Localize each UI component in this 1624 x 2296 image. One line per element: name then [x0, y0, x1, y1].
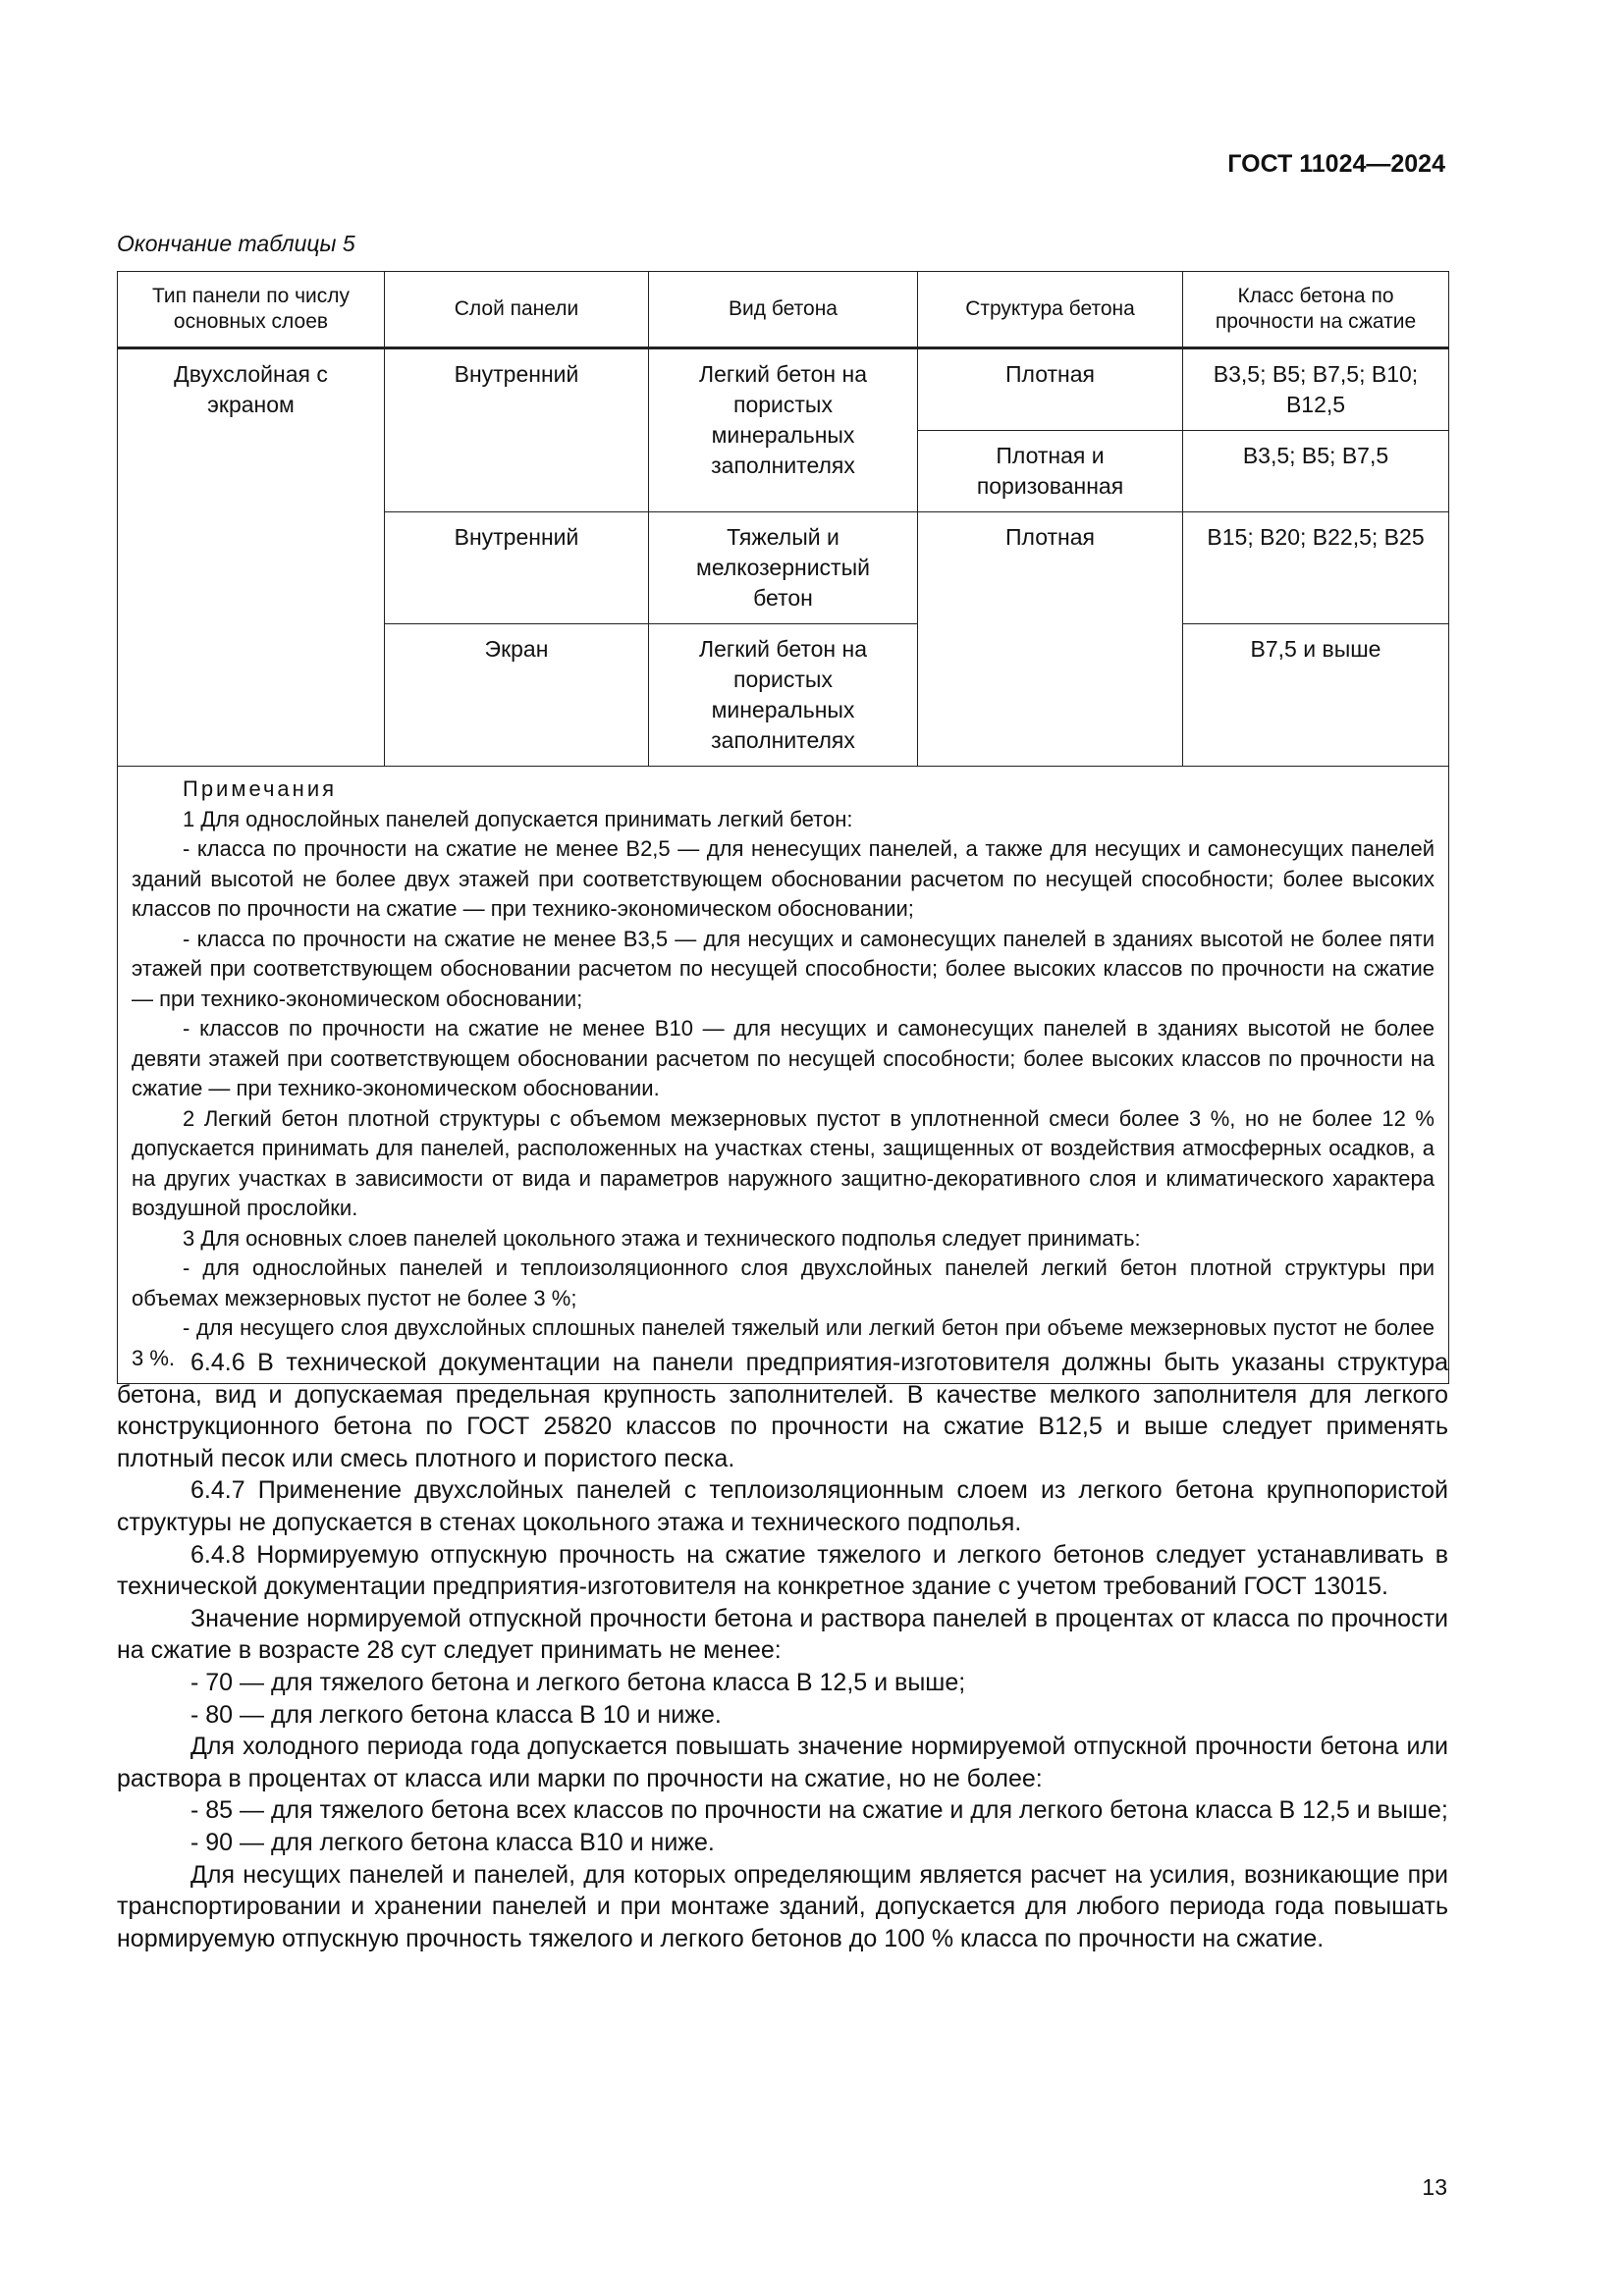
concrete-cell: Тяжелый и мелкозернистый бетон — [649, 512, 918, 624]
paragraph: Для несущих панелей и панелей, для которых определяющим является расчет на усилия, возникающие при транспортировании и хранении панелей и при монтаже зданий, допускается для любого периода года повышать нормируемую отпускную прочность тяжелого и легкого бетонов до 100 % класса по прочности на сжатие. — [117, 1860, 1448, 1952]
page-number: 13 — [1422, 2174, 1447, 2200]
note-line: 1 Для однослойных панелей допускается принимать легкий бетон: — [183, 806, 853, 831]
note-line: - класса по прочности на сжатие не менее B2,5 — для ненесущих панелей, а также для несущих и самонесущих панелей зданий высотой не более двух этажей при соответствующем обосновании расчетом по несущей способности; более высоких классов по прочности на сжатие — при технико-экономическом обосновании; — [132, 836, 1435, 921]
header-cell: Структура бетона — [918, 272, 1183, 348]
paragraph: Значение нормируемой отпускной прочности бетона и раствора панелей в процентах от класса по прочности на сжатие в возрасте 28 сут следует принимать не менее: — [117, 1604, 1448, 1665]
class-cell: B3,5; B5; B7,5; B10; B12,5 — [1183, 348, 1449, 431]
structure-cell: Плотная — [918, 348, 1183, 431]
layer-cell: Внутренний — [385, 512, 649, 624]
paragraph-6-4-7: 6.4.7 Применение двухслойных панелей с теплоизоляционным слоем из легкого бетона крупнопористой структуры не допускается в стенах цокольного этажа и технического подполья. — [117, 1476, 1448, 1536]
paragraph-6-4-6: 6.4.6 В технической документации на панели предприятия-изготовителя должны быть указаны структура бетона, вид и допускаемая предельная крупность заполнителей. В качестве мелкого заполнителя для легкого конструкционного бетона по ГОСТ 25820 классов по прочности на сжатие B12,5 и выше следует применять плотный песок или смесь плотного и пористого песка. — [117, 1349, 1448, 1472]
structure-cell: Плотная и поризованная — [918, 431, 1183, 512]
layer-cell: Внутренний — [385, 348, 649, 512]
note-line: - для однослойных панелей и теплоизоляционного слоя двухслойных панелей легкий бетон плотной структуры при объемах межзерновых пустот не более 3 %; — [132, 1255, 1435, 1310]
standard-number: ГОСТ 11024—2024 — [1227, 150, 1445, 178]
note-line: - для несущего слоя двухслойных сплошных панелей тяжелый или легкий бетон при объеме межзерновых пустот не более 3 %. — [132, 1315, 1435, 1370]
notes-row — [118, 767, 1449, 1384]
list-item: - 80 — для легкого бетона класса B 10 и ниже. — [190, 1700, 722, 1729]
note-line: - класса по прочности на сжатие не менее B3,5 — для несущих и самонесущих панелей в зданиях высотой не более пяти этажей при соответствующем обосновании расчетом по несущей способности; более высоких классов по прочности на сжатие — при технико-экономическом обосновании; — [132, 926, 1435, 1011]
table-5 — [117, 271, 1449, 1384]
table-caption: Окончание таблицы 5 — [117, 231, 355, 256]
list-item: - 90 — для легкого бетона класса B10 и ниже. — [190, 1828, 715, 1856]
header-cell: Тип панели по числу основных слоев — [118, 272, 385, 348]
paragraph-6-4-8: 6.4.8 Нормируемую отпускную прочность на сжатие тяжелого и легкого бетонов следует устанавливать в технической документации предприятия-изготовителя на конкретное здание с учетом требований ГОСТ 13015. — [117, 1540, 1448, 1601]
header-cell: Вид бетона — [649, 272, 918, 348]
notes-title: Примечания — [183, 776, 338, 801]
paragraph: Для холодного периода года допускается повышать значение нормируемой отпускной прочности бетона или раствора в процентах от класса или марки по прочности на сжатие, но не более: — [117, 1733, 1448, 1792]
structure-cell: Плотная — [918, 512, 1183, 767]
note-line: - классов по прочности на сжатие не менее B10 — для несущих и самонесущих панелей в зданиях высотой не более девяти этажей при соответствующем обосновании расчетом по несущей способности; более высоких классов по прочности на сжатие — при технико-экономическом обосновании. — [132, 1016, 1435, 1100]
class-cell: B15; B20; B22,5; B25 — [1183, 512, 1449, 624]
table-row — [118, 348, 1449, 431]
note-line: 3 Для основных слоев панелей цокольного этажа и технического подполья следует принимать: — [183, 1225, 1141, 1251]
class-cell: B3,5; B5; B7,5 — [1183, 431, 1449, 512]
header-cell: Слой панели — [385, 272, 649, 348]
list-item: - 70 — для тяжелого бетона и легкого бетона класса B 12,5 и выше; — [190, 1668, 966, 1696]
class-cell: B7,5 и выше — [1183, 624, 1449, 767]
concrete-cell: Легкий бетон на пористых минеральных заполнителях — [649, 624, 918, 767]
panel-type-cell: Двухслойная с экраном — [118, 348, 385, 767]
body-text — [117, 1347, 1448, 1954]
table-header-row — [118, 272, 1449, 348]
note-line: 2 Легкий бетон плотной структуры с объемом межзерновых пустот в уплотненной смеси более 3 %, но не более 12 % допускается принимать для панелей, расположенных на участках стены, защищенных от воздействия атмосферных осадков, а на других участках в зависимости от вида и параметров наружного защитно-декоративного слоя и климатического характера воздушной прослойки. — [132, 1105, 1435, 1220]
list-item: - 85 — для тяжелого бетона всех классов по прочности на сжатие и для легкого бетона класса B 12,5 и выше; — [190, 1796, 1448, 1825]
layer-cell: Экран — [385, 624, 649, 767]
header-cell: Класс бетона по прочности на сжатие — [1183, 272, 1449, 348]
concrete-cell: Легкий бетон на пористых минеральных заполнителях — [649, 348, 918, 512]
table-notes — [118, 767, 1449, 1384]
